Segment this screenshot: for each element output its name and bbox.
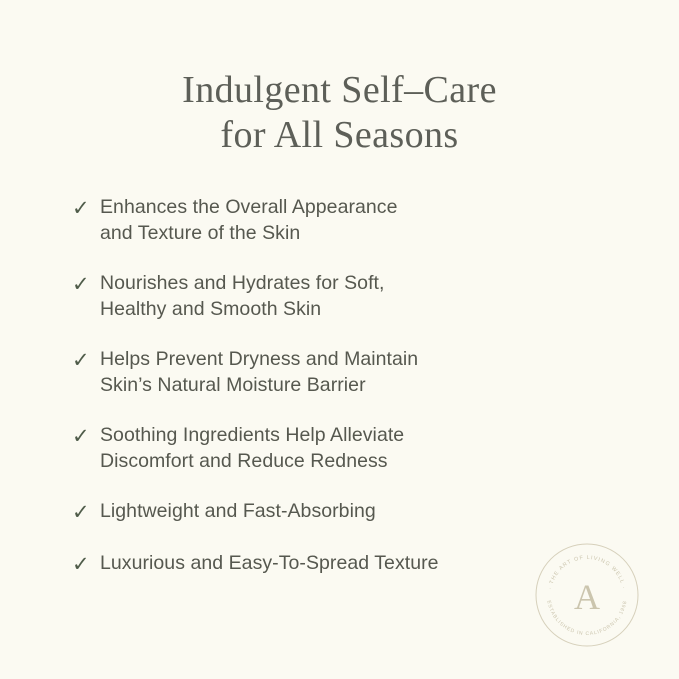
- check-icon: ✓: [72, 195, 90, 220]
- list-item: [0, 498, 679, 527]
- benefit-text-line-1: Enhances the Overall Appearance: [100, 195, 398, 218]
- brand-seal: [533, 541, 641, 649]
- benefit-text-line-2: Healthy and Smooth Skin: [100, 298, 322, 321]
- check-icon: ✓: [72, 271, 90, 296]
- benefit-text: [100, 422, 404, 475]
- list-item: [0, 346, 679, 399]
- benefit-text-line-2: Discomfort and Reduce Redness: [100, 450, 388, 473]
- benefit-text-line-1: Lightweight and Fast-Absorbing: [100, 499, 376, 522]
- benefit-text-line-1: Helps Prevent Dryness and Maintain: [100, 347, 419, 370]
- list-item: [0, 422, 679, 475]
- list-item: [0, 194, 679, 247]
- benefit-text: [100, 194, 398, 247]
- benefits-list: [0, 158, 679, 579]
- benefit-text: [100, 498, 376, 525]
- check-icon: ✓: [72, 423, 90, 448]
- check-icon: ✓: [72, 551, 90, 576]
- benefit-text-line-2: Skin’s Natural Moisture Barrier: [100, 374, 366, 397]
- svg-text:· THE ART OF LIVING WELL ·: · THE ART OF LIVING WELL ·: [547, 554, 627, 590]
- benefit-text-line-1: Soothing Ingredients Help Alleviate: [100, 423, 405, 446]
- check-icon: ✓: [72, 347, 90, 372]
- benefit-text: [100, 550, 439, 577]
- svg-text:ESTABLISHED IN CALIFORNIA, 196: ESTABLISHED IN CALIFORNIA, 1968: [545, 599, 629, 638]
- benefit-text-line-2: and Texture of the Skin: [100, 222, 301, 245]
- page-title: [0, 0, 679, 158]
- benefit-text-line-1: Luxurious and Easy-To-Spread Texture: [100, 551, 439, 574]
- page-title-line-1: Indulgent Self–Care: [182, 69, 497, 111]
- benefit-text: [100, 346, 418, 399]
- page-title-line-2: for All Seasons: [220, 113, 459, 156]
- svg-text:A: A: [574, 577, 600, 617]
- check-icon: ✓: [72, 499, 90, 524]
- list-item: [0, 270, 679, 323]
- benefit-text-line-1: Nourishes and Hydrates for Soft,: [100, 271, 385, 294]
- benefit-text: [100, 270, 384, 323]
